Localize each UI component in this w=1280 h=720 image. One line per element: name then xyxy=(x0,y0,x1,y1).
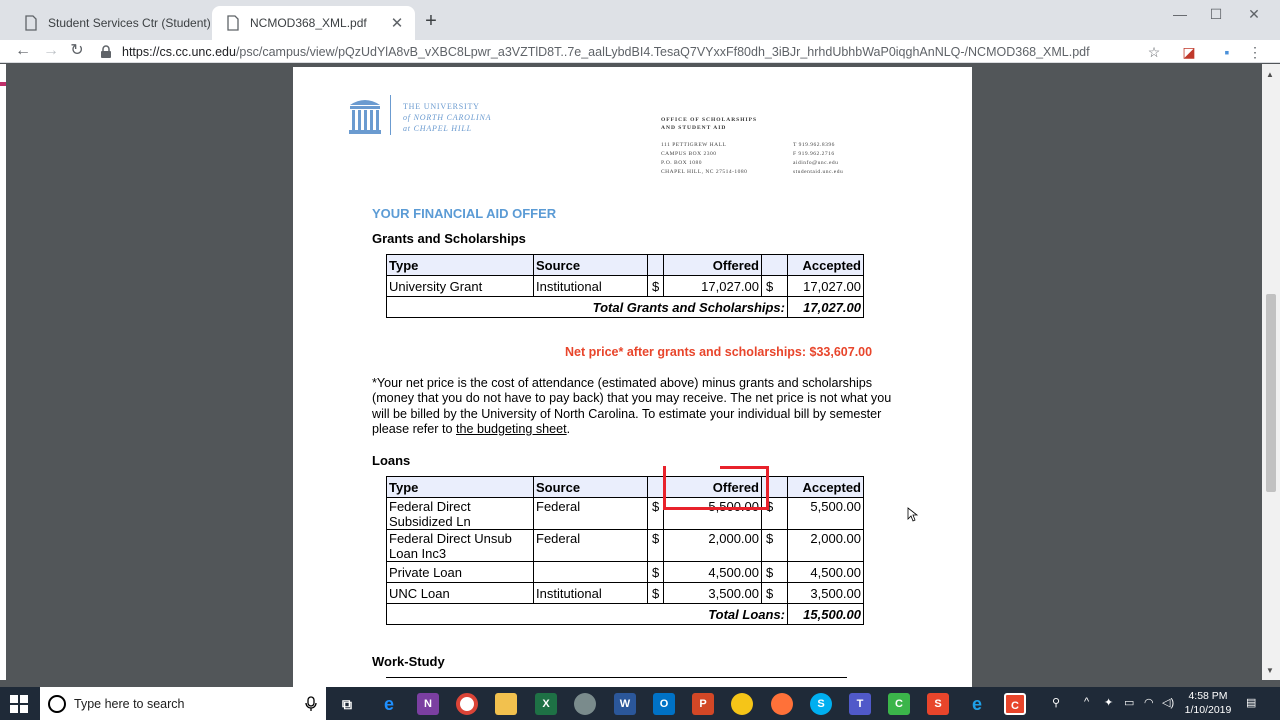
page-icon xyxy=(226,15,240,31)
ie-icon[interactable]: e xyxy=(971,694,982,714)
scroll-down-icon[interactable]: ▼ xyxy=(1266,666,1274,675)
total-row: Total Loans: 15,500.00 xyxy=(387,604,864,625)
loans-title: Loans xyxy=(372,453,411,468)
camtasia-recorder-icon[interactable]: C xyxy=(1004,693,1026,715)
scrollbar[interactable] xyxy=(1262,64,1280,680)
acrobat-icon[interactable]: ◪ xyxy=(1182,44,1196,60)
net-price-note: *Your net price is the cost of attendance (estimated above) minus grants and scholarships (money that you do not have to pay back) that you may receive. The net price is not what you will be billed by the University of North Carolina. To estimate your individual bill by semester please refer to the budgeting sheet. xyxy=(372,376,892,436)
reload-icon[interactable]: ↻ xyxy=(70,42,84,59)
table-header-row: Type Source Offered Accepted xyxy=(387,255,864,276)
close-window-icon[interactable]: ✕ xyxy=(1248,6,1260,22)
people-icon[interactable]: ⚲ xyxy=(1052,697,1061,709)
menu-icon[interactable]: ⋮ xyxy=(1248,44,1262,60)
grants-table xyxy=(386,254,864,318)
lock-icon xyxy=(100,45,112,59)
taskbar-search[interactable]: Type here to search xyxy=(40,687,326,720)
back-icon[interactable]: ← xyxy=(15,42,31,59)
sticky-icon[interactable] xyxy=(731,693,753,715)
snagit-icon[interactable]: S xyxy=(927,693,949,715)
onenote-icon[interactable]: N xyxy=(417,693,439,715)
globe-icon[interactable] xyxy=(574,693,596,715)
excel-icon[interactable]: X xyxy=(535,693,557,715)
page-icon xyxy=(24,15,38,31)
edge-icon[interactable]: e xyxy=(383,694,394,714)
firefox-icon[interactable] xyxy=(771,693,793,715)
address-toolbar xyxy=(0,40,1280,63)
offer-title: YOUR FINANCIAL AID OFFER xyxy=(372,206,557,221)
new-tab-button[interactable]: + xyxy=(425,10,437,32)
tab-bar xyxy=(0,0,1280,40)
extension-icon[interactable]: ▪ xyxy=(1224,44,1230,60)
table-row: Federal Direct Subsidized Ln Federal $ 5,500.00 $ 5,500.00 xyxy=(387,498,864,530)
table-row: University Grant Institutional $ 17,027.00 $ 17,027.00 xyxy=(387,276,864,297)
powerpoint-icon[interactable]: P xyxy=(692,693,714,715)
volume-icon[interactable]: ◁) xyxy=(1162,697,1175,709)
dropbox-icon[interactable]: ✦ xyxy=(1104,697,1114,709)
logo-divider xyxy=(390,95,391,135)
wifi-icon[interactable]: ◠ xyxy=(1144,697,1154,709)
office-contact: T 919.962.8396 F 919.962.2716 aidinfo@unc.edu studentaid.unc.edu xyxy=(793,142,844,175)
address-bar[interactable] xyxy=(100,40,1170,63)
table-edge xyxy=(386,677,847,678)
university-name: THE UNIVERSITY of NORTH CAROLINA at CHAPEL HILL xyxy=(403,102,492,133)
task-view-icon[interactable]: ⧉ xyxy=(342,696,352,712)
table-row: UNC Loan Institutional $ 3,500.00 $ 3,500.00 xyxy=(387,583,864,604)
table-row: Private Loan $ 4,500.00 $ 4,500.00 xyxy=(387,562,864,583)
forward-icon[interactable]: → xyxy=(43,42,59,59)
mouse-cursor-icon xyxy=(908,508,918,522)
office-address: 111 PETTIGREW HALL CAMPUS BOX 2300 P.O. BOX 1080 CHAPEL HILL, NC 27514-1080 xyxy=(661,142,748,175)
net-price: Net price* after grants and scholarships: $33,607.00 xyxy=(565,345,873,359)
teams-icon[interactable]: T xyxy=(849,693,871,715)
tab-pdf[interactable] xyxy=(212,6,415,40)
annotation-box xyxy=(663,466,769,510)
camtasia-icon[interactable]: C xyxy=(888,693,910,715)
budgeting-sheet-link[interactable]: the budgeting sheet xyxy=(456,421,567,436)
total-row: Total Grants and Scholarships: 17,027.00 xyxy=(387,297,864,318)
url-text: https://cs.cc.unc.edu/psc/campus/view/pQzUdYlA8vB_vXBC8Lpwr_a3VZTlD8T..7e_aalLybdBI4.TesaQ7VYxxFf80dh_3iBJr_hrhdUbhbWaP0iqghAnNLQ-/NCMOD368_XML.pdf xyxy=(122,44,1090,59)
tab-title: Student Services Ctr (Student) xyxy=(48,16,211,30)
loans-table xyxy=(386,476,864,625)
annotation-top xyxy=(720,466,769,469)
work-study-title: Work-Study xyxy=(372,654,445,669)
grants-title: Grants and Scholarships xyxy=(372,231,526,246)
battery-icon[interactable]: ▭ xyxy=(1124,697,1135,709)
clock[interactable]: 4:58 PM 1/10/2019 xyxy=(1184,690,1232,716)
minimize-icon[interactable]: — xyxy=(1173,6,1187,22)
table-header-row: Type Source Offered Accepted xyxy=(387,477,864,498)
file-explorer-icon[interactable] xyxy=(495,693,517,715)
notifications-icon[interactable]: ▤ xyxy=(1246,697,1257,709)
chrome-icon[interactable] xyxy=(456,693,478,715)
maximize-icon[interactable]: ☐ xyxy=(1209,6,1223,22)
windows-start-icon[interactable] xyxy=(10,695,28,713)
taskbar xyxy=(0,687,1280,720)
tray-chevron-icon[interactable]: ^ xyxy=(1084,696,1090,708)
microphone-icon[interactable] xyxy=(304,696,318,712)
scroll-up-icon[interactable]: ▲ xyxy=(1266,70,1274,79)
star-icon[interactable]: ☆ xyxy=(1147,44,1161,60)
old-well-logo-icon xyxy=(348,95,382,135)
office-name: OFFICE OF SCHOLARSHIPS AND STUDENT AID xyxy=(661,117,758,131)
skype-icon[interactable]: S xyxy=(810,693,832,715)
table-row: Federal Direct Unsub Loan Inc3 Federal $ 2,000.00 $ 2,000.00 xyxy=(387,530,864,562)
word-icon[interactable]: W xyxy=(614,693,636,715)
scroll-thumb[interactable] xyxy=(1266,294,1276,492)
pdf-page xyxy=(293,67,972,687)
cortana-icon xyxy=(48,695,66,713)
outlook-icon[interactable]: O xyxy=(653,693,675,715)
tab-title: NCMOD368_XML.pdf xyxy=(250,16,367,30)
close-tab-icon[interactable]: ✕ xyxy=(390,15,404,32)
tab-student-services[interactable] xyxy=(10,6,214,40)
